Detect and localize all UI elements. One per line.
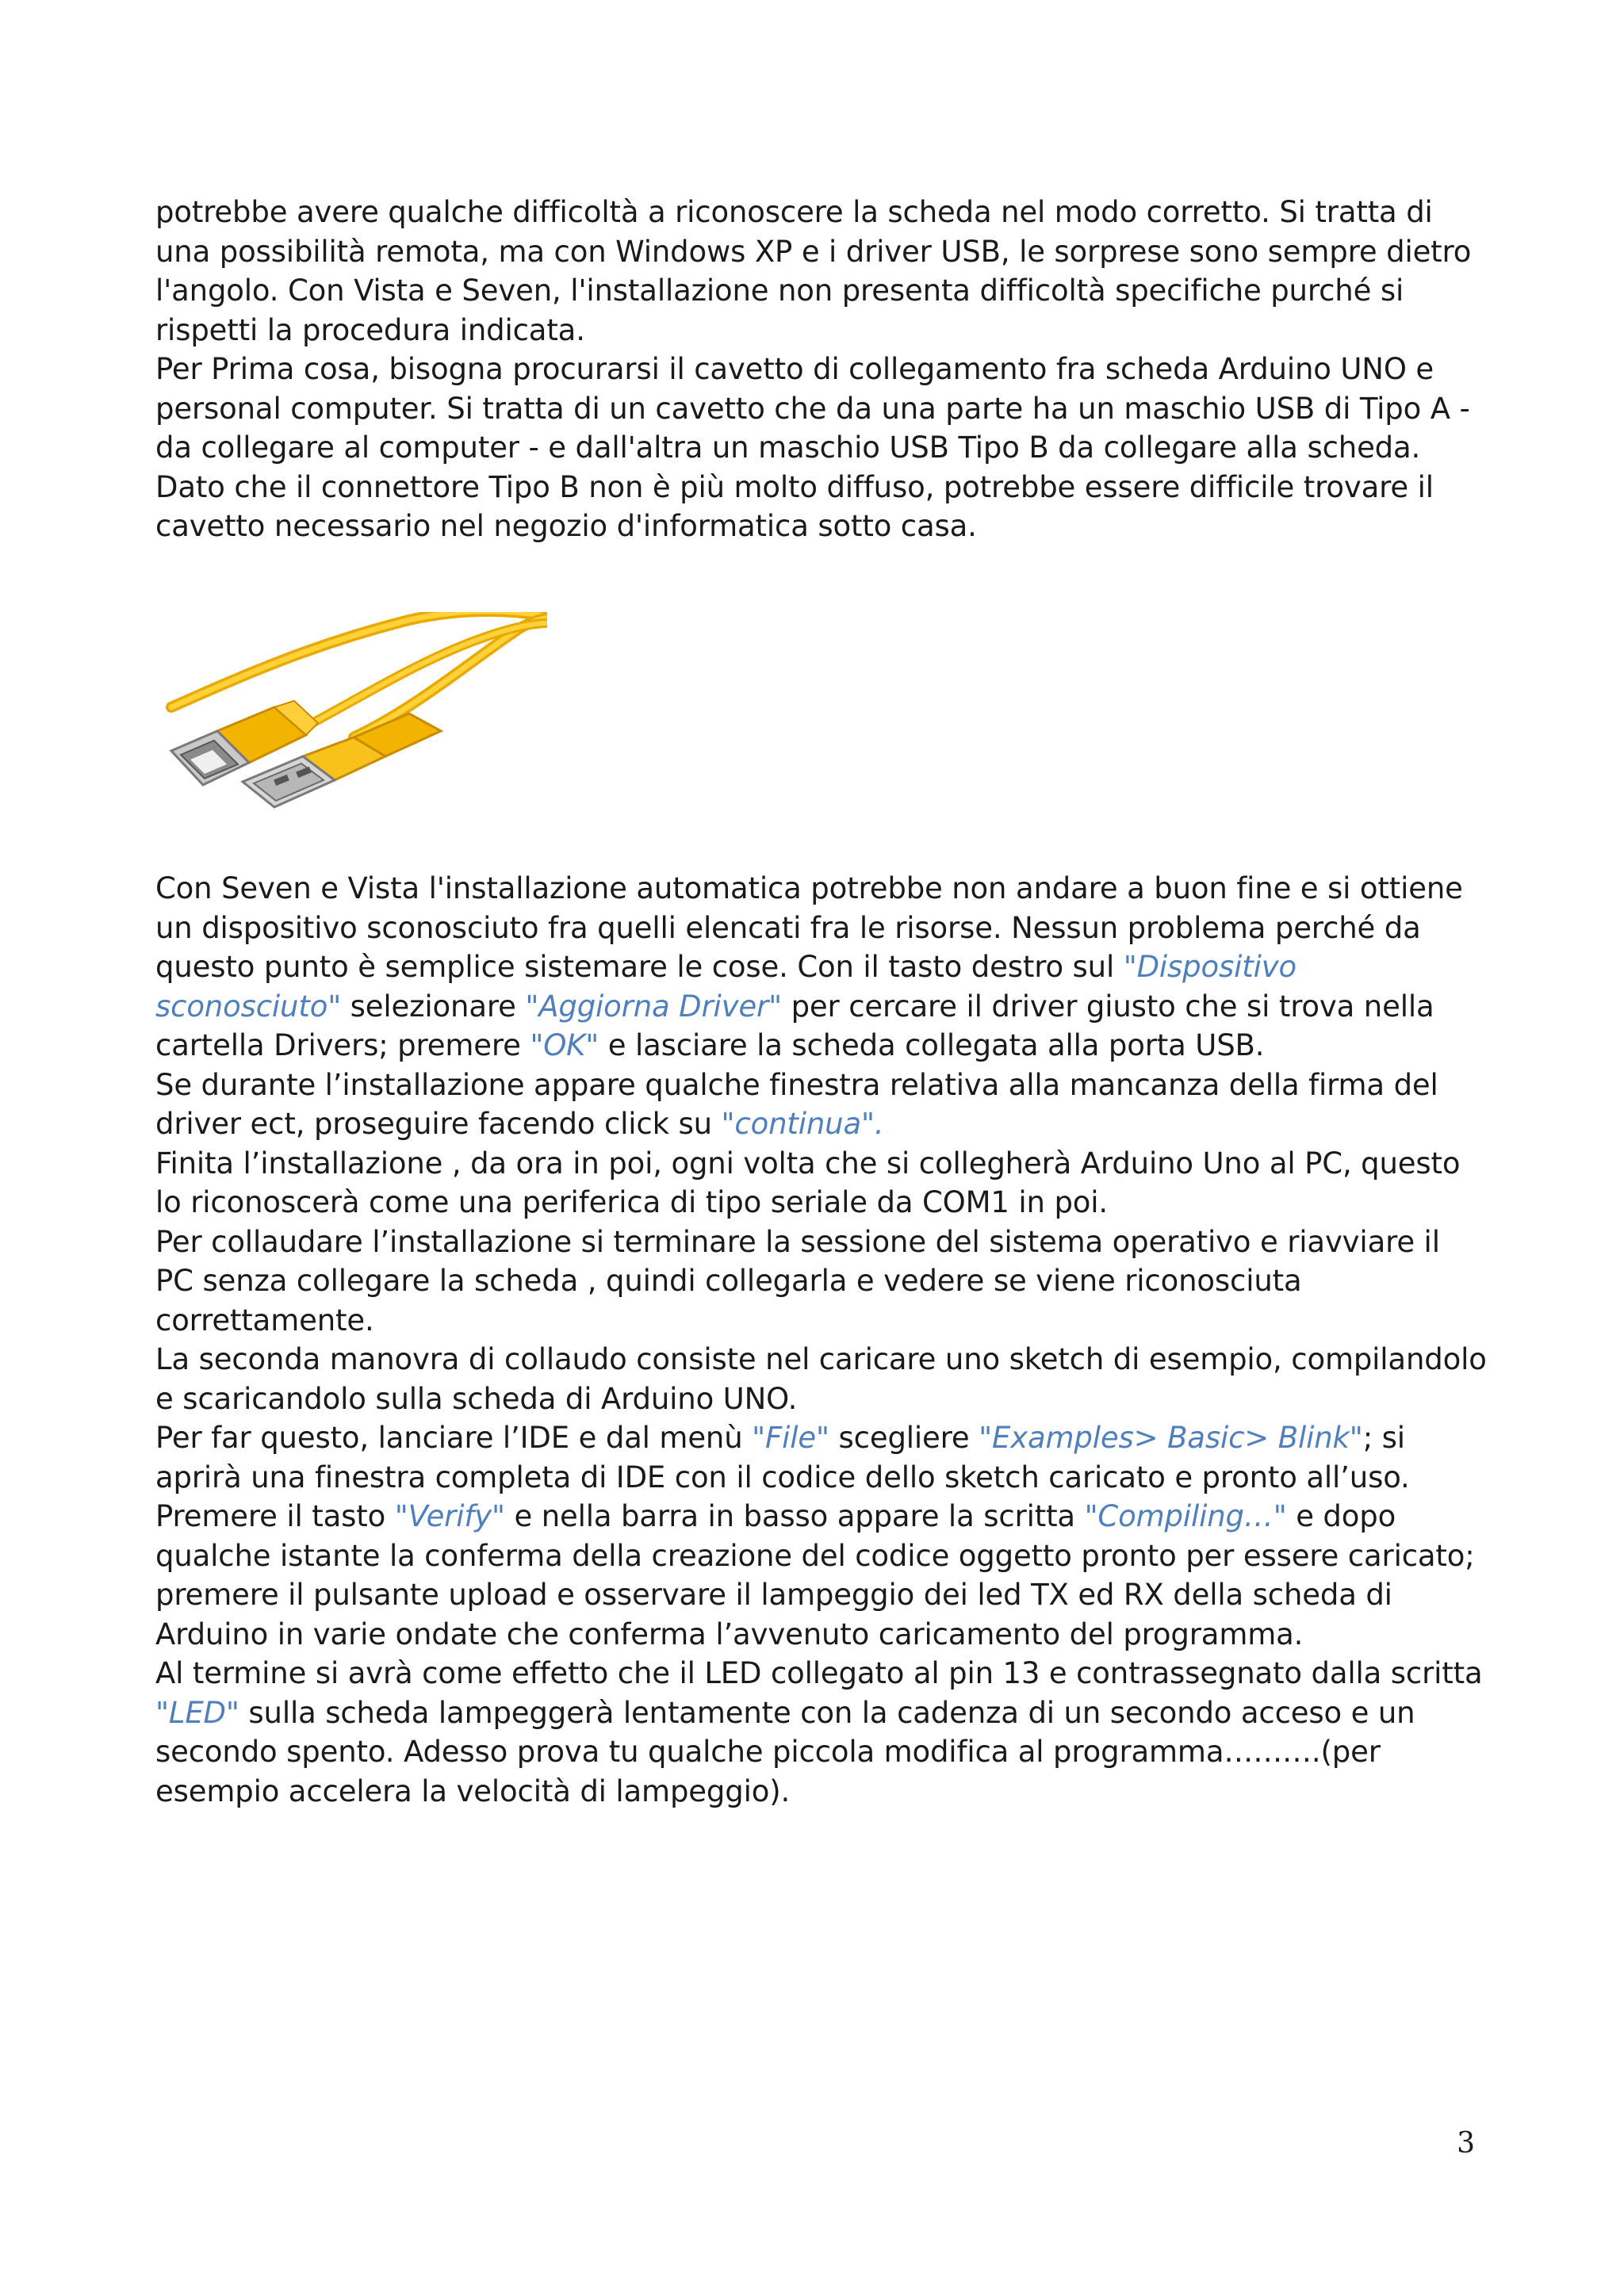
highlighted-term: "Examples> Basic> Blink" <box>979 1421 1363 1455</box>
text-line: e scaricandolo sulla scheda di Arduino UNO. <box>155 1381 798 1416</box>
text-segment: Per far questo, lanciare l’IDE e dal menù <box>155 1421 753 1455</box>
text-line: Con Seven e Vista l'installazione automatica potrebbe non andare a buon fine e si ottiene <box>155 871 1463 905</box>
highlighted-term: "File" <box>752 1421 829 1455</box>
text-line: personal computer. Si tratta di un cavetto che da una parte ha un maschio USB di Tipo A - <box>155 391 1470 426</box>
text-line: Al termine si avrà come effetto che il LED collegato al pin 13 e contrassegnato dalla scritta <box>155 1656 1483 1690</box>
text-segment: questo punto è semplice sistemare le cose. Con il tasto destro sul <box>155 950 1124 984</box>
text-segment: cartella Drivers; premere <box>155 1028 530 1062</box>
text-line: aprirà una finestra completa di IDE con il codice dello sketch caricato e pronto all’uso. <box>155 1460 1410 1494</box>
text-segment: ; si <box>1362 1421 1405 1455</box>
text-line: da collegare al computer - e dall'altra un maschio USB Tipo B da collegare alla scheda. <box>155 430 1421 465</box>
text-line: cavetto necessario nel negozio d'informatica sotto casa. <box>155 509 977 543</box>
text-line <box>155 1418 1503 1458</box>
highlighted-term: "Dispositivo <box>1123 950 1297 984</box>
page-number: 3 <box>1457 2127 1475 2160</box>
text-line: l'angolo. Con Vista e Seven, l'installazione non presenta difficoltà specifiche purché si <box>155 274 1404 308</box>
text-line: Per collaudare l’installazione si terminare la sessione del sistema operativo e riavviare il <box>155 1224 1440 1259</box>
highlighted-term: "continua". <box>721 1107 884 1141</box>
text-segment: per cercare il driver giusto che si trova nella <box>781 989 1434 1024</box>
text-line: qualche istante la conferma della creazione del codice oggetto pronto per essere caricato; <box>155 1538 1475 1573</box>
paragraph-intro <box>155 193 1503 546</box>
text-line: correttamente. <box>155 1303 374 1337</box>
text-line: esempio accelera la velocità di lampeggio). <box>155 1774 791 1808</box>
text-line: Arduino in varie ondate che conferma l’avvenuto caricamento del programma. <box>155 1617 1304 1651</box>
text-line <box>155 1693 1503 1733</box>
text-line: premere il pulsante upload e osservare il lampeggio dei led TX ed RX della scheda di <box>155 1578 1392 1612</box>
text-line <box>155 1026 1503 1066</box>
text-line: PC senza collegare la scheda , quindi collegarla e vedere se viene riconosciuta <box>155 1264 1302 1298</box>
text-line <box>155 1104 1503 1144</box>
text-segment: selezionare <box>341 989 526 1024</box>
text-segment: driver ect, proseguire facendo click su <box>155 1107 722 1141</box>
text-line: Finita l’installazione , da ora in poi, ogni volta che si collegherà Arduino Uno al PC, questo <box>155 1146 1461 1181</box>
usb-a-to-b-cable-image <box>155 612 547 812</box>
text-line: lo riconoscerà come una periferica di tipo seriale da COM1 in poi. <box>155 1185 1109 1219</box>
text-line: una possibilità remota, ma con Windows XP e i driver USB, le sorprese sono sempre dietro <box>155 234 1472 269</box>
text-segment: e dopo <box>1286 1499 1396 1533</box>
text-line: potrebbe avere qualche difficoltà a riconoscere la scheda nel modo corretto. Si tratta di <box>155 195 1433 229</box>
text-segment: Premere il tasto <box>155 1499 395 1533</box>
text-line <box>155 987 1503 1027</box>
highlighted-term: sconosciuto" <box>155 989 342 1024</box>
highlighted-term: "Aggiorna Driver" <box>525 989 782 1024</box>
highlighted-term: "LED" <box>155 1695 239 1730</box>
highlighted-term: "OK" <box>530 1028 599 1062</box>
highlighted-term: "Compiling…" <box>1084 1499 1287 1533</box>
highlighted-term: "Verify" <box>394 1499 505 1533</box>
text-line: La seconda manovra di collaudo consiste nel caricare uno sketch di esempio, compilandolo <box>155 1342 1487 1376</box>
text-line <box>155 947 1503 987</box>
text-segment: e nella barra in basso appare la scritta <box>504 1499 1085 1533</box>
text-line: un dispositivo sconosciuto fra quelli elencati fra le risorse. Nessun problema perché da <box>155 910 1421 945</box>
text-line <box>155 1497 1503 1536</box>
text-line: Dato che il connettore Tipo B non è più molto diffuso, potrebbe essere difficile trovare il <box>155 469 1434 504</box>
text-line: secondo spento. Adesso prova tu qualche piccola modifica al programma……….(per <box>155 1735 1381 1769</box>
text-line: rispetti la procedura indicata. <box>155 312 585 347</box>
text-segment: scegliere <box>829 1421 979 1455</box>
text-segment: sulla scheda lampeggerà lentamente con la cadenza di un secondo acceso e un <box>239 1695 1415 1730</box>
text-line: Se durante l’installazione appare qualche finestra relativa alla mancanza della firma del <box>155 1067 1438 1102</box>
text-line: Per Prima cosa, bisogna procurarsi il cavetto di collegamento fra scheda Arduino UNO e <box>155 352 1434 386</box>
paragraph-installation <box>155 869 1503 1811</box>
text-segment: e lasciare la scheda collegata alla porta USB. <box>599 1028 1265 1062</box>
